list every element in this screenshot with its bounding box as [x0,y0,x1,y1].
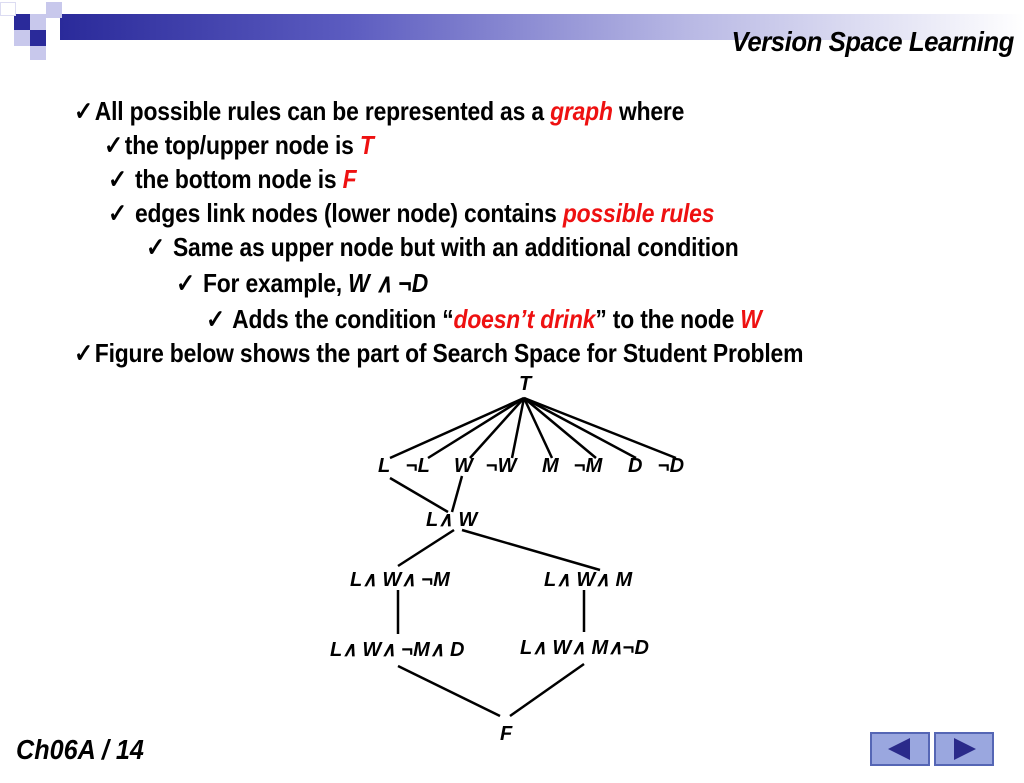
checkmark-icon: ✓ [108,198,128,228]
graph-edge [510,664,584,716]
graph-edges [390,398,676,716]
graph-node-row1: ¬D [658,455,685,477]
graph-node-row1: D [628,455,643,477]
graph-node-row4: L∧ W∧ ¬M∧ D [330,639,465,661]
bullet-text: Adds the condition “ [232,304,454,334]
checkmark-icon: ✓ [104,130,124,160]
next-slide-button[interactable] [934,732,994,766]
graph-nodes [330,373,684,745]
graph-node-row1: L [378,455,391,477]
graph-node-top: T [519,373,532,395]
graph-node-row1: W [454,455,473,477]
graph-node-row1: ¬M [574,455,603,477]
slide-title: Version Space Learning [731,26,1014,57]
graph-edge [390,398,524,458]
bullet-text: the bottom node is [134,164,343,194]
checkmark-icon: ✓ [206,304,226,334]
bullet-emphasis: graph [550,96,613,126]
bullet-text: All possible rules can be represented as a [94,96,551,126]
checkmark-icon: ✓ [74,338,94,368]
graph-edge [398,530,454,566]
graph-edge [452,476,462,512]
checkmark-icon: ✓ [74,96,94,126]
bullet-emphasis: T [359,130,374,160]
graph-edge [390,478,448,512]
graph-edge [524,398,636,458]
graph-edge [428,398,524,458]
checkmark-icon: ✓ [146,232,166,262]
bullet-emphasis: W [740,304,762,334]
graph-node-row1: ¬L [406,455,430,477]
left-triangle-icon [872,734,928,764]
graph-node-bottom: F [500,723,513,745]
graph-node-row1: M [542,455,559,477]
graph-node-row4: L∧ W∧ M∧¬D [520,637,649,659]
checkmark-icon: ✓ [176,268,196,298]
graph-edge [512,398,524,458]
graph-edge [398,666,500,716]
bullet-emphasis: doesn’t drink [453,304,596,334]
bullet-text: edges link nodes (lower node) contains [134,198,563,228]
previous-slide-button[interactable] [870,732,930,766]
bullet-text: For example, [202,268,349,298]
graph-node-row1: ¬W [486,455,517,477]
right-triangle-icon [936,734,992,764]
bullet-text: Same as upper node but with an additional condition [172,232,739,262]
bullet-text: Figure below shows the part of Search Space for Student Problem [94,338,804,368]
slide-number: Ch06A / 14 [16,734,144,765]
graph-node-lw: L∧ W [426,509,478,531]
checkmark-icon: ✓ [108,164,128,194]
graph-edge [462,530,600,570]
graph-node-row3: L∧ W∧ M [544,569,633,591]
graph-node-row3: L∧ W∧ ¬M [350,569,450,591]
bullet-formula: W ∧ ¬D [348,268,429,298]
bullet-text: where [612,96,685,126]
bullet-emphasis: possible rules [562,198,715,228]
bullet-text: ” to the node [595,304,741,334]
bullet-emphasis: F [342,164,357,194]
graph-edge [524,398,596,458]
bullet-text: the top/upper node is [124,130,360,160]
